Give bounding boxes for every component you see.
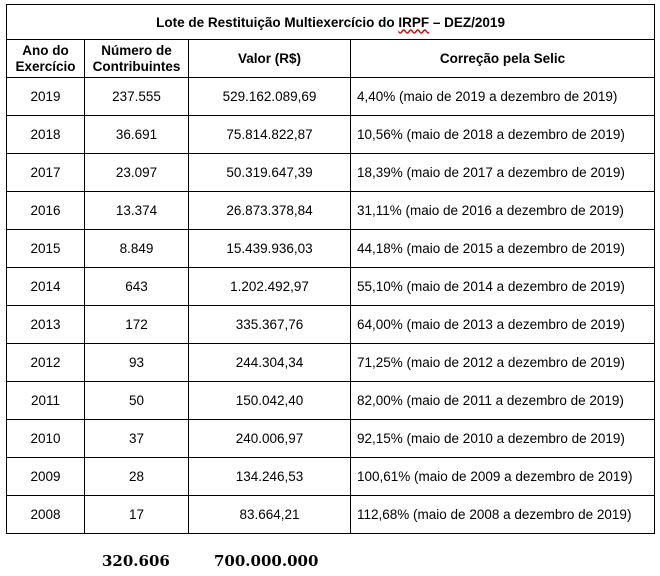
title-prefix: Lote de Restituição Multiexercício do [156,14,399,30]
cell-valor: 335.367,76 [189,306,351,344]
table-row [7,78,655,116]
cell-numero-contribuintes: 17 [85,496,189,534]
table-row [7,382,655,420]
header-correcao-selic: Correção pela Selic [351,40,655,78]
title-suffix: – DEZ/2019 [429,14,505,30]
cell-valor: 529.162.089,69 [189,78,351,116]
cell-valor: 1.202.492,97 [189,268,351,306]
cell-correcao-selic: 112,68% (maio de 2008 a dezembro de 2019) [351,496,655,534]
cell-numero-contribuintes: 23.097 [85,154,189,192]
table-row [7,306,655,344]
cell-numero-contribuintes: 13.374 [85,192,189,230]
cell-ano: 2011 [7,382,85,420]
table-title [7,5,655,40]
cell-valor: 150.042,40 [189,382,351,420]
cell-valor: 15.439.936,03 [189,230,351,268]
cell-correcao-selic: 92,15% (maio de 2010 a dezembro de 2019) [351,420,655,458]
cell-ano: 2012 [7,344,85,382]
cell-valor: 83.664,21 [189,496,351,534]
title-spellcheck-word: IRPF [398,14,430,30]
cell-ano: 2014 [7,268,85,306]
table-row [7,116,655,154]
cell-valor: 244.304,34 [189,344,351,382]
total-valor: 700.000.000 [214,552,319,570]
header-valor: Valor (R$) [189,40,351,78]
cell-correcao-selic: 44,18% (maio de 2015 a dezembro de 2019) [351,230,655,268]
cell-correcao-selic: 31,11% (maio de 2016 a dezembro de 2019) [351,192,655,230]
header-ano-exercicio: Ano do Exercício [7,40,85,78]
cell-correcao-selic: 18,39% (maio de 2017 a dezembro de 2019) [351,154,655,192]
cell-valor: 26.873.378,84 [189,192,351,230]
table-row [7,268,655,306]
cell-valor: 75.814.822,87 [189,116,351,154]
cell-correcao-selic: 64,00% (maio de 2013 a dezembro de 2019) [351,306,655,344]
cell-numero-contribuintes: 93 [85,344,189,382]
cell-ano: 2013 [7,306,85,344]
restitution-table [6,4,655,534]
cell-numero-contribuintes: 36.691 [85,116,189,154]
table-row [7,496,655,534]
cell-valor: 134.246,53 [189,458,351,496]
cell-ano: 2019 [7,78,85,116]
cell-numero-contribuintes: 172 [85,306,189,344]
cell-numero-contribuintes: 50 [85,382,189,420]
table-row [7,230,655,268]
cell-correcao-selic: 82,00% (maio de 2011 a dezembro de 2019) [351,382,655,420]
table-row [7,420,655,458]
cell-correcao-selic: 4,40% (maio de 2019 a dezembro de 2019) [351,78,655,116]
cell-ano: 2016 [7,192,85,230]
cell-numero-contribuintes: 28 [85,458,189,496]
cell-correcao-selic: 100,61% (maio de 2009 a dezembro de 2019) [351,458,655,496]
cell-valor: 50.319.647,39 [189,154,351,192]
table-row [7,154,655,192]
total-contribuintes: 320.606 [102,552,170,570]
table-row [7,458,655,496]
header-numero-contribuintes: Número de Contribuintes [85,40,189,78]
cell-numero-contribuintes: 37 [85,420,189,458]
cell-numero-contribuintes: 8.849 [85,230,189,268]
cell-ano: 2009 [7,458,85,496]
cell-valor: 240.006,97 [189,420,351,458]
cell-correcao-selic: 71,25% (maio de 2012 a dezembro de 2019) [351,344,655,382]
table-row [7,344,655,382]
cell-ano: 2017 [7,154,85,192]
cell-numero-contribuintes: 643 [85,268,189,306]
cell-ano: 2015 [7,230,85,268]
cell-numero-contribuintes: 237.555 [85,78,189,116]
cell-ano: 2018 [7,116,85,154]
cell-ano: 2008 [7,496,85,534]
table-body [7,78,655,534]
cell-ano: 2010 [7,420,85,458]
cell-correcao-selic: 10,56% (maio de 2018 a dezembro de 2019) [351,116,655,154]
table-row [7,192,655,230]
cell-correcao-selic: 55,10% (maio de 2014 a dezembro de 2019) [351,268,655,306]
